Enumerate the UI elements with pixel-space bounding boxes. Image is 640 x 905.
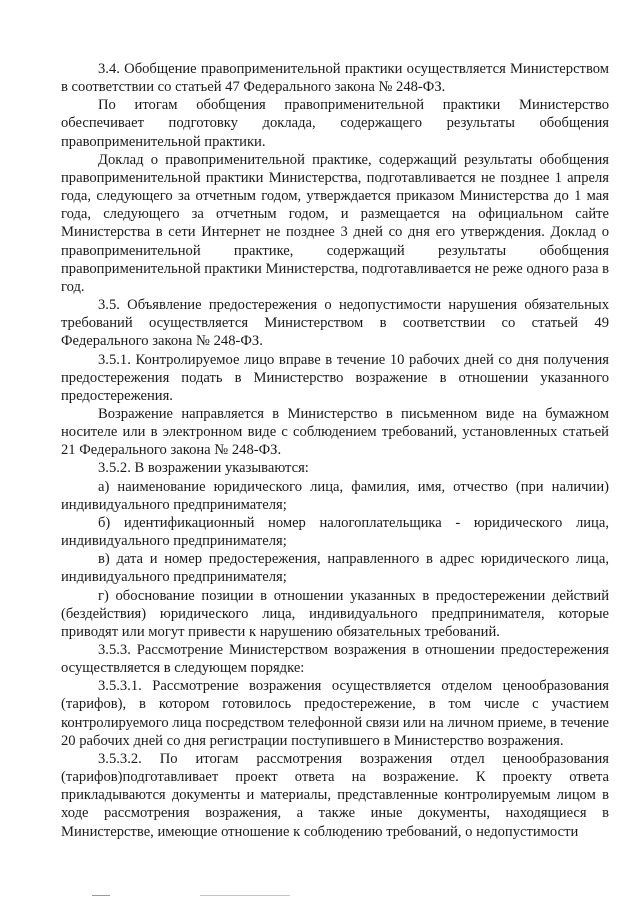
- paragraph-report-deadlines: Доклад о правоприменительной практике, содержащий результаты обобщения правоприменительной практики Министерства, подготавливается не позднее 1 апреля года, следующего за отчетным годом, утверждается приказом Министерства до 1 мая года, следующего за отчетным годом, и размещается на официальном сайте Министерства в сети Интернет не позднее 3 дней со дня его утверждения. Доклад о правоприменительной практике, содержащий результаты обобщения правоприменительной практики Министерства, подготавливается не реже одного раза в год.: [61, 151, 609, 295]
- paragraph-3-5-3: 3.5.3. Рассмотрение Министерством возражения в отношении предостережения осуществляется в следующем порядке:: [61, 642, 609, 677]
- list-item-b: б) идентификационный номер налогоплательщика - юридического лица, индивидуального предпринимателя;: [61, 514, 609, 550]
- paragraph-3-5-1: 3.5.1. Контролируемое лицо вправе в течение 10 рабочих дней со дня получения предостережения подать в Министерство возражение в отношении указанного предостережения.: [61, 351, 609, 404]
- paragraph-3-5-2: 3.5.2. В возражении указываются:: [98, 460, 309, 477]
- list-item-v: в) дата и номер предостережения, направленного в адрес юридического лица, индивидуального предпринимателя;: [61, 551, 609, 586]
- list-item-g: г) обоснование позиции в отношении указанных в предостережении действий (бездействия) юридического лица, индивидуального предпринимателя, которые приводят или могут привести к нарушению обязательных требований.: [61, 587, 609, 640]
- paragraph-3-5-3-2: 3.5.3.2. По итогам рассмотрения возражения отдел ценообразования (тарифов)подготавливает проект ответа на возражение. К проекту ответа прикладываются документы и материалы, представленные контролируемым лицом в ходе рассмотрения возражения, а также иные документы, находящиеся в Министерстве, имеющие отношение к соблюдению требований, о недопустимости: [61, 750, 609, 840]
- document-body: [61, 60, 609, 841]
- paragraph-3-4: 3.4. Обобщение правоприменительной практики осуществляется Министерством в соответствии со статьей 47 Федерального закона № 248-ФЗ.: [61, 61, 609, 96]
- scan-artifact-line: [92, 895, 110, 896]
- paragraph-objection-form: Возражение направляется в Министерство в письменном виде на бумажном носителе или в электронном виде с соблюдением требований, установленных статьей 21 Федерального закона № 248-ФЗ.: [61, 405, 609, 459]
- list-item-a: а) наименование юридического лица, фамилия, имя, отчество (при наличии) индивидуального предпринимателя;: [61, 478, 609, 513]
- paragraph-report-preparation: По итогам обобщения правоприменительной практики Министерство обеспечивает подготовку доклада, содержащего результаты обобщения правоприменительной практики.: [61, 97, 609, 150]
- paragraph-3-5: 3.5. Объявление предостережения о недопустимости нарушения обязательных требований осуществляется Министерством в соответствии со статьей 49 Федерального закона № 248-ФЗ.: [61, 297, 609, 350]
- paragraph-3-5-3-1: 3.5.3.1. Рассмотрение возражения осуществляется отделом ценообразования (тарифов), в котором готовилось предостережение, в том числе с участием контролируемого лица посредством телефонной связи или на личном приеме, в течение 20 рабочих дней со дня регистрации поступившего в Министерство возражения.: [61, 678, 609, 749]
- scan-artifact-line: [200, 895, 290, 896]
